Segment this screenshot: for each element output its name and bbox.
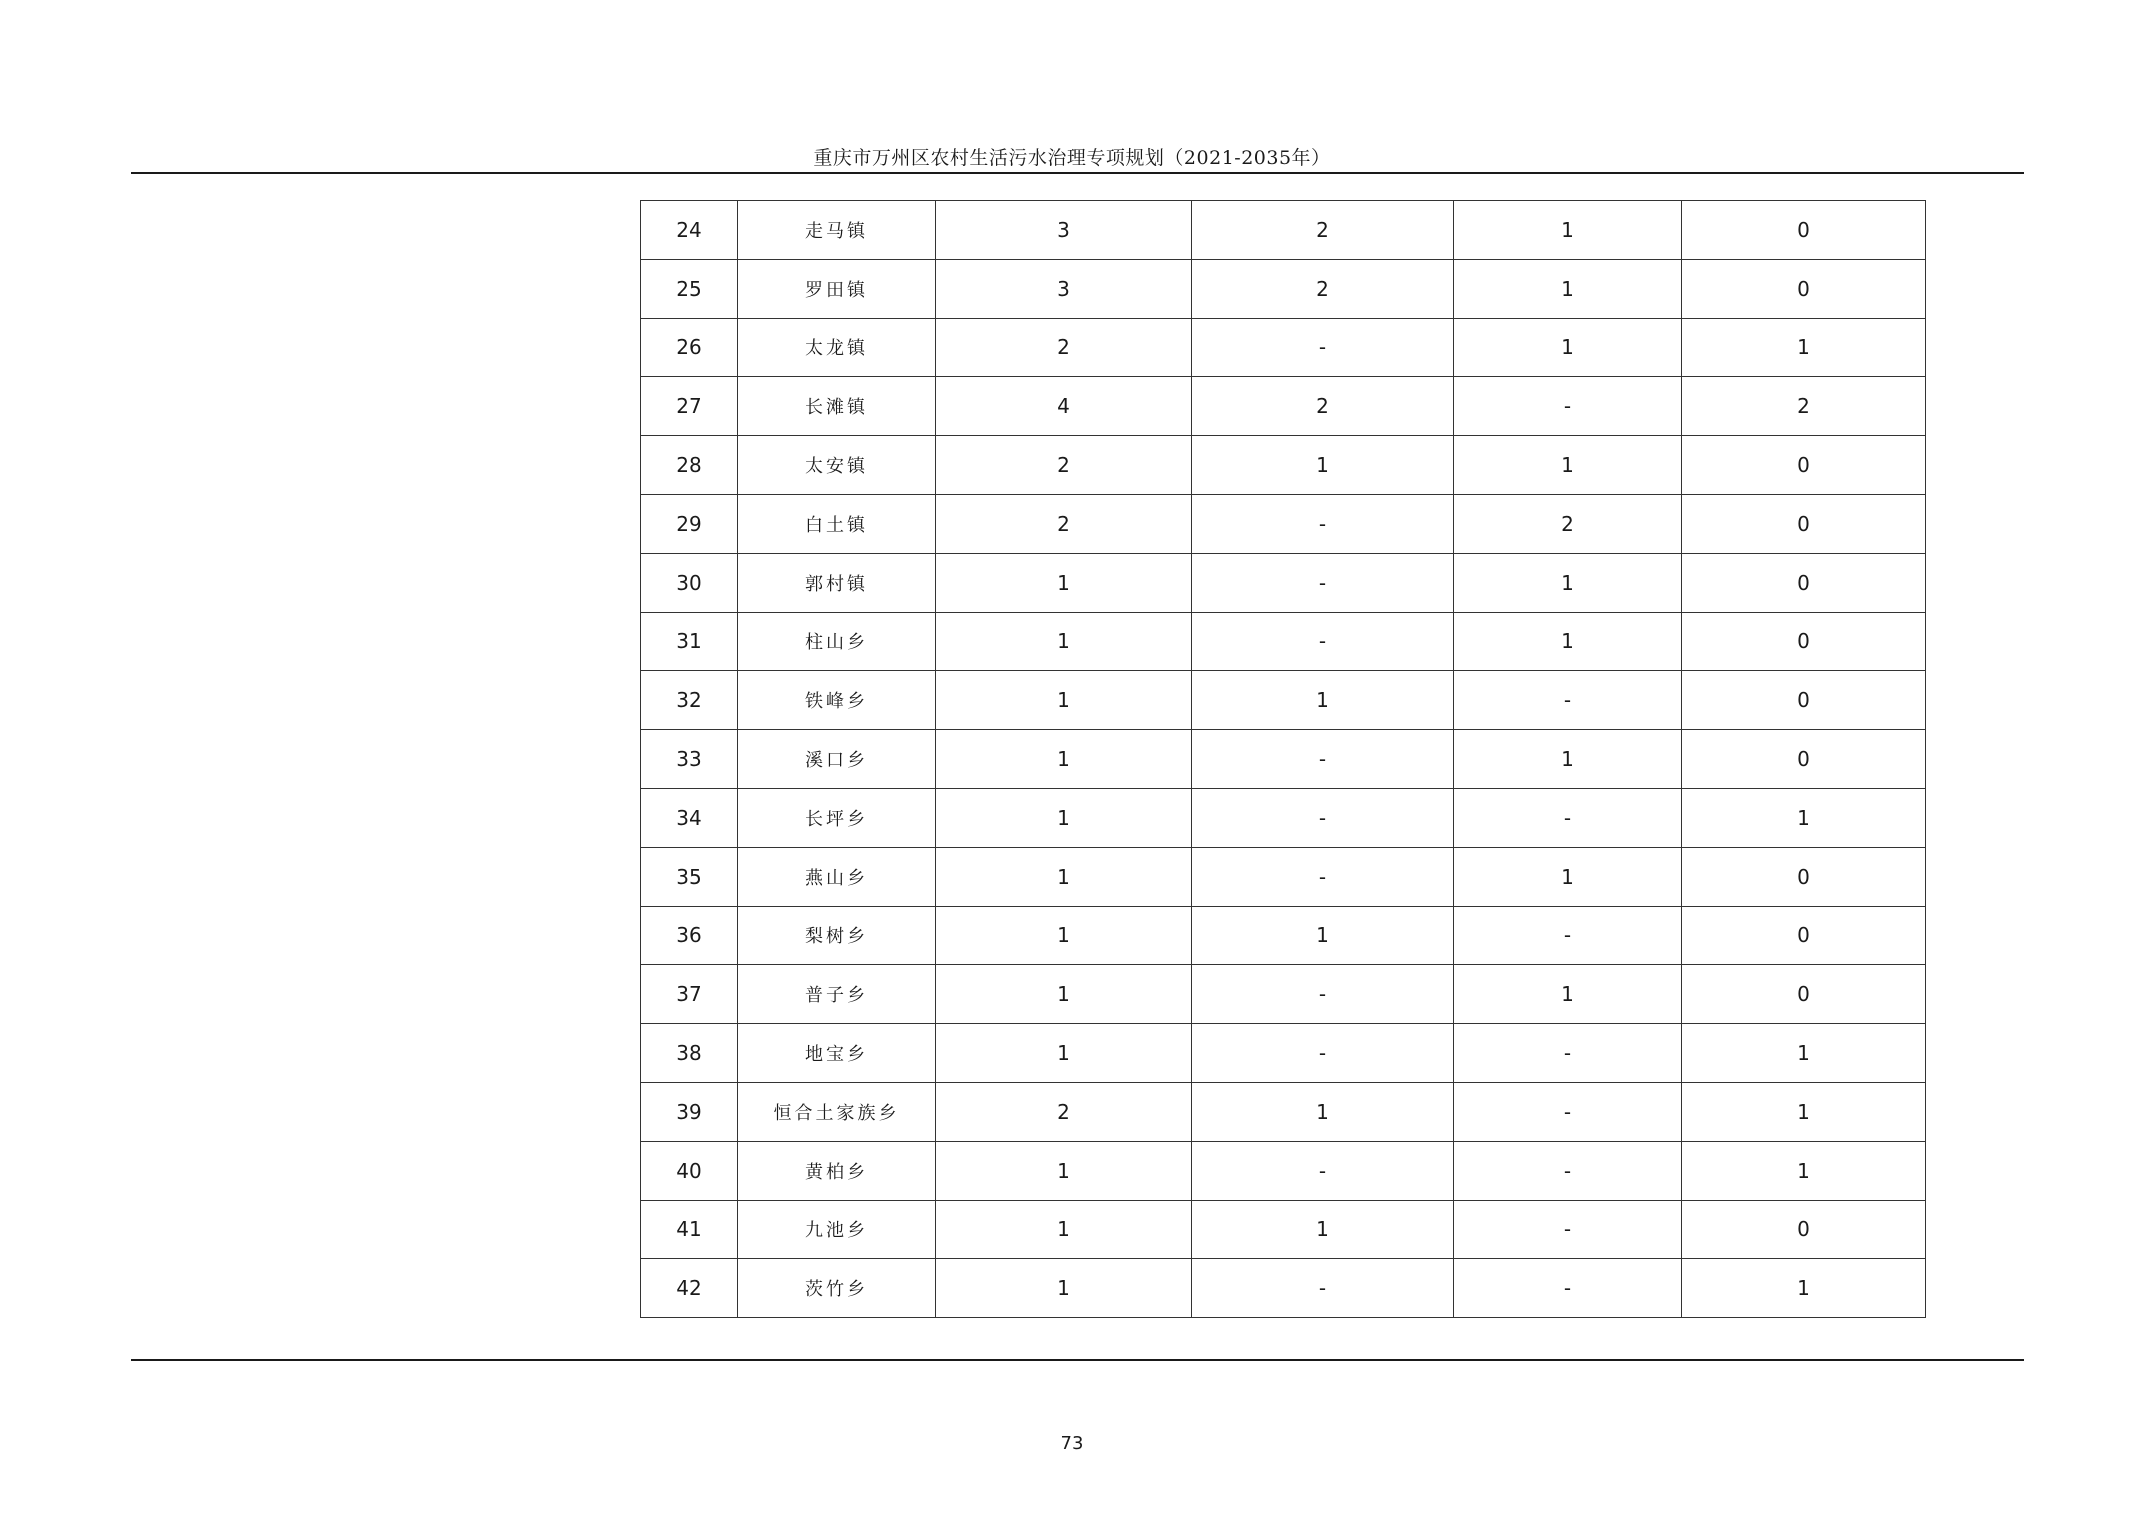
row-index-cell: 34 <box>641 788 738 847</box>
count-cell-c: - <box>1454 1259 1682 1318</box>
township-name-cell: 太安镇 <box>738 436 936 495</box>
count-cell-b: - <box>1192 1259 1454 1318</box>
township-name-cell: 普子乡 <box>738 965 936 1024</box>
count-cell-c: - <box>1454 788 1682 847</box>
table-row <box>641 1200 1926 1259</box>
count-cell-a: 3 <box>936 259 1192 318</box>
count-cell-b: - <box>1192 788 1454 847</box>
count-cell-b: - <box>1192 965 1454 1024</box>
count-cell-c: 1 <box>1454 201 1682 260</box>
count-cell-d: 0 <box>1682 612 1926 671</box>
table-row <box>641 671 1926 730</box>
township-name-cell: 柱山乡 <box>738 612 936 671</box>
header-rule <box>131 172 2024 174</box>
count-cell-d: 2 <box>1682 377 1926 436</box>
table-row <box>641 494 1926 553</box>
count-cell-d: 0 <box>1682 965 1926 1024</box>
count-cell-d: 1 <box>1682 1024 1926 1083</box>
count-cell-b: - <box>1192 1024 1454 1083</box>
count-cell-b: 1 <box>1192 1200 1454 1259</box>
table-container <box>640 200 1926 1318</box>
row-index-cell: 40 <box>641 1141 738 1200</box>
table-row <box>641 259 1926 318</box>
count-cell-b: - <box>1192 318 1454 377</box>
row-index-cell: 30 <box>641 553 738 612</box>
count-cell-c: 1 <box>1454 965 1682 1024</box>
count-cell-c: 1 <box>1454 612 1682 671</box>
count-cell-b: - <box>1192 1141 1454 1200</box>
count-cell-d: 0 <box>1682 847 1926 906</box>
count-cell-a: 1 <box>936 906 1192 965</box>
count-cell-d: 1 <box>1682 1082 1926 1141</box>
township-name-cell: 九池乡 <box>738 1200 936 1259</box>
row-index-cell: 35 <box>641 847 738 906</box>
township-name-cell: 溪口乡 <box>738 730 936 789</box>
count-cell-c: - <box>1454 671 1682 730</box>
township-name-cell: 长坪乡 <box>738 788 936 847</box>
count-cell-b: - <box>1192 494 1454 553</box>
count-cell-a: 1 <box>936 1259 1192 1318</box>
row-index-cell: 38 <box>641 1024 738 1083</box>
table-row <box>641 612 1926 671</box>
count-cell-c: 1 <box>1454 436 1682 495</box>
township-name-cell: 梨树乡 <box>738 906 936 965</box>
count-cell-d: 0 <box>1682 201 1926 260</box>
count-cell-b: - <box>1192 730 1454 789</box>
count-cell-c: 1 <box>1454 730 1682 789</box>
count-cell-d: 0 <box>1682 494 1926 553</box>
count-cell-d: 0 <box>1682 906 1926 965</box>
table-row <box>641 201 1926 260</box>
row-index-cell: 39 <box>641 1082 738 1141</box>
table-row <box>641 436 1926 495</box>
count-cell-c: - <box>1454 906 1682 965</box>
count-cell-a: 1 <box>936 847 1192 906</box>
count-cell-d: 1 <box>1682 788 1926 847</box>
table-row <box>641 788 1926 847</box>
township-name-cell: 黄柏乡 <box>738 1141 936 1200</box>
count-cell-c: - <box>1454 1141 1682 1200</box>
row-index-cell: 26 <box>641 318 738 377</box>
row-index-cell: 32 <box>641 671 738 730</box>
count-cell-b: 2 <box>1192 201 1454 260</box>
count-cell-b: - <box>1192 612 1454 671</box>
count-cell-a: 3 <box>936 201 1192 260</box>
count-cell-c: - <box>1454 1082 1682 1141</box>
count-cell-a: 1 <box>936 612 1192 671</box>
count-cell-d: 1 <box>1682 1141 1926 1200</box>
count-cell-d: 0 <box>1682 671 1926 730</box>
count-cell-b: - <box>1192 553 1454 612</box>
count-cell-d: 1 <box>1682 1259 1926 1318</box>
township-name-cell: 茨竹乡 <box>738 1259 936 1318</box>
row-index-cell: 24 <box>641 201 738 260</box>
township-name-cell: 白土镇 <box>738 494 936 553</box>
township-name-cell: 郭村镇 <box>738 553 936 612</box>
row-index-cell: 29 <box>641 494 738 553</box>
page-number: 73 <box>1060 1433 1084 1454</box>
table-row <box>641 1141 1926 1200</box>
count-cell-a: 1 <box>936 1141 1192 1200</box>
count-cell-c: 1 <box>1454 847 1682 906</box>
count-cell-a: 1 <box>936 730 1192 789</box>
count-cell-a: 2 <box>936 318 1192 377</box>
count-cell-d: 0 <box>1682 730 1926 789</box>
table-row <box>641 906 1926 965</box>
township-name-cell: 地宝乡 <box>738 1024 936 1083</box>
count-cell-b: 1 <box>1192 436 1454 495</box>
row-index-cell: 33 <box>641 730 738 789</box>
table-row <box>641 847 1926 906</box>
count-cell-a: 1 <box>936 788 1192 847</box>
count-cell-c: 1 <box>1454 553 1682 612</box>
table-row <box>641 1024 1926 1083</box>
count-cell-a: 1 <box>936 1200 1192 1259</box>
count-cell-a: 1 <box>936 553 1192 612</box>
count-cell-b: 1 <box>1192 671 1454 730</box>
township-name-cell: 太龙镇 <box>738 318 936 377</box>
row-index-cell: 31 <box>641 612 738 671</box>
count-cell-c: - <box>1454 377 1682 436</box>
table-row <box>641 965 1926 1024</box>
count-cell-d: 0 <box>1682 436 1926 495</box>
table-row <box>641 318 1926 377</box>
row-index-cell: 27 <box>641 377 738 436</box>
count-cell-c: 1 <box>1454 259 1682 318</box>
count-cell-c: 1 <box>1454 318 1682 377</box>
township-name-cell: 长滩镇 <box>738 377 936 436</box>
table-row <box>641 553 1926 612</box>
table-body <box>641 201 1926 1318</box>
count-cell-a: 1 <box>936 965 1192 1024</box>
footer-rule <box>131 1359 2024 1361</box>
row-index-cell: 42 <box>641 1259 738 1318</box>
count-cell-c: - <box>1454 1200 1682 1259</box>
township-name-cell: 燕山乡 <box>738 847 936 906</box>
table-row <box>641 1259 1926 1318</box>
township-name-cell: 恒合土家族乡 <box>738 1082 936 1141</box>
count-cell-b: 1 <box>1192 906 1454 965</box>
table-row <box>641 730 1926 789</box>
row-index-cell: 28 <box>641 436 738 495</box>
township-name-cell: 罗田镇 <box>738 259 936 318</box>
count-cell-d: 0 <box>1682 1200 1926 1259</box>
count-cell-a: 2 <box>936 436 1192 495</box>
row-index-cell: 41 <box>641 1200 738 1259</box>
data-table <box>640 200 1926 1318</box>
row-index-cell: 37 <box>641 965 738 1024</box>
count-cell-d: 0 <box>1682 259 1926 318</box>
count-cell-b: - <box>1192 847 1454 906</box>
page-header-title: 重庆市万州区农村生活污水治理专项规划（2021-2035年） <box>813 147 1331 169</box>
table-row <box>641 1082 1926 1141</box>
count-cell-a: 2 <box>936 1082 1192 1141</box>
count-cell-b: 2 <box>1192 259 1454 318</box>
township-name-cell: 走马镇 <box>738 201 936 260</box>
count-cell-a: 4 <box>936 377 1192 436</box>
count-cell-a: 2 <box>936 494 1192 553</box>
table-row <box>641 377 1926 436</box>
count-cell-b: 2 <box>1192 377 1454 436</box>
row-index-cell: 25 <box>641 259 738 318</box>
count-cell-a: 1 <box>936 671 1192 730</box>
count-cell-a: 1 <box>936 1024 1192 1083</box>
count-cell-d: 0 <box>1682 553 1926 612</box>
township-name-cell: 铁峰乡 <box>738 671 936 730</box>
count-cell-c: - <box>1454 1024 1682 1083</box>
count-cell-b: 1 <box>1192 1082 1454 1141</box>
count-cell-d: 1 <box>1682 318 1926 377</box>
count-cell-c: 2 <box>1454 494 1682 553</box>
row-index-cell: 36 <box>641 906 738 965</box>
